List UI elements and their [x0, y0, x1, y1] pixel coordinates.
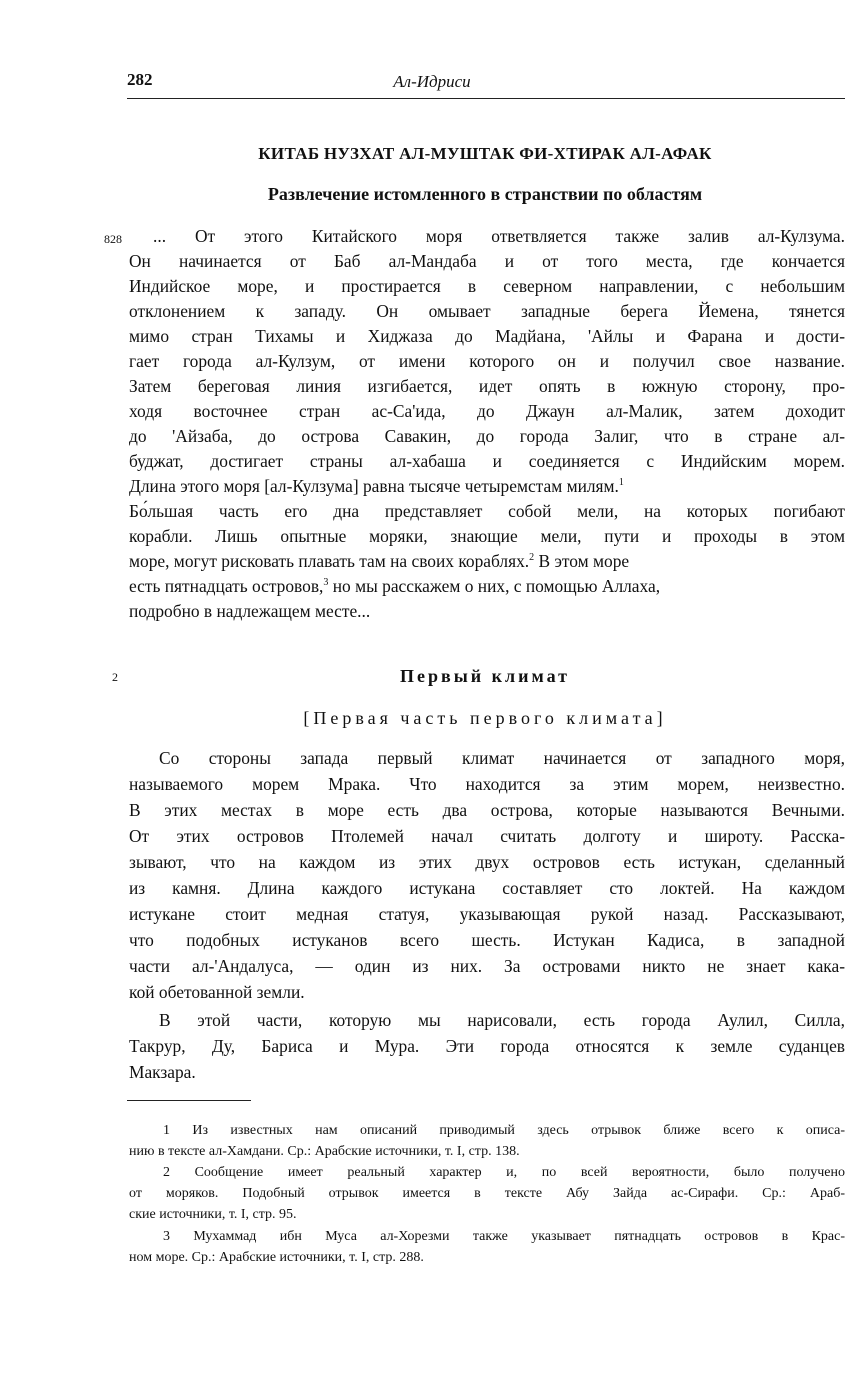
- margin-number: 2: [112, 670, 118, 684]
- text-line: до 'Айзаба, до острова Савакин, до города Залиг, что в стране ал-: [129, 426, 845, 446]
- text-line: Затем береговая линия изгибается, идет опять в южную сторону, про-: [129, 376, 845, 396]
- text-line: части ал-'Андалуса, — один из них. За островами никто не знает кака-: [129, 956, 845, 976]
- text-line: От этих островов Птолемей начал считать долготу и широту. Расска-: [129, 826, 845, 846]
- book-subtitle: Развлечение истомленного в странствии по областям: [267, 184, 703, 204]
- text-line: Со стороны запада первый климат начинается от западного моря,: [159, 748, 845, 768]
- text-line: Макзара.: [129, 1062, 196, 1082]
- footnote-line: от моряков. Подобный отрывок имеется в тексте Абу Зайда ас-Сирафи. Ср.: Араб-: [129, 1186, 845, 1201]
- text-line: кой обетованной земли.: [129, 982, 305, 1002]
- footnote-line: 2 Сообщение имеет реальный характер и, по всей вероятности, было получено: [163, 1165, 845, 1180]
- text-line: есть пятнадцать островов,$^3$ но мы расскажем о них, с помощью Аллаха,: [129, 576, 661, 596]
- text-line: из камня. Длина каждого истукана составляет сто локтей. На каждом: [129, 878, 845, 898]
- section-subtitle: [Первая часть первого климата]: [303, 708, 667, 728]
- text-line: Бо́льшая часть его дна представляет собой мели, на которых погибают: [129, 501, 845, 521]
- footnote-line: ном море. Ср.: Арабские источники, т. I, стр. 288.: [129, 1250, 424, 1265]
- text-line: что подобных истуканов всего шесть. Истукан Кадиса, в западной: [129, 930, 845, 950]
- footnote-line: 3 Мухаммад ибн Муса ал-Хорезми также указывает пятнадцать островов в Крас-: [163, 1229, 845, 1244]
- text-line: В этих местах в море есть два острова, которые называются Вечными.: [129, 800, 845, 820]
- footnote-ref: 1: [618, 477, 624, 489]
- book-title: КИТАБ НУЗХАТ АЛ-МУШТАК ФИ-ХТИРАК АЛ-АФАК: [258, 144, 712, 163]
- footnote-rule: [127, 1100, 251, 1101]
- text-line: В этой части, которую мы нарисовали, есть города Аулил, Силла,: [159, 1010, 845, 1030]
- footnote-ref: 2: [529, 552, 535, 564]
- text-line: истукане стоит медная статуя, указывающая рукой назад. Рассказывают,: [129, 904, 845, 924]
- text-line: море, могут рисковать плавать там на своих кораблях.$^2$ В этом море: [129, 551, 630, 571]
- text-line: Он начинается от Баб ал-Мандаба и от того места, где кончается: [129, 251, 845, 271]
- text-line: мимо стран Тихамы и Хиджаза до Мадйана, 'Айлы и Фарана и дости-: [129, 326, 845, 346]
- text-line: подробно в надлежащем месте...: [129, 601, 371, 621]
- page-number: 282: [127, 70, 153, 89]
- text-line: ходя восточнее стран ас-Са'ида, до Джаун ал-Малик, затем доходит: [129, 401, 845, 421]
- footnote-line: ские источники, т. I, стр. 95.: [129, 1207, 297, 1222]
- footnote-line: 1 Из известных нам описаний приводимый здесь отрывок ближе всего к описа-: [163, 1123, 845, 1138]
- section-title: Первый климат: [399, 666, 570, 686]
- text-line: буджат, достигает страны ал-хабаша и соединяется с Индийским морем.: [129, 451, 845, 471]
- footnote-line: нию в тексте ал-Хамдани. Ср.: Арабские источники, т. I, стр. 138.: [129, 1144, 520, 1159]
- text-line: Индийское море, и простирается в северном направлении, с небольшим: [129, 276, 845, 296]
- text-line: отклонением к западу. Он омывает западные берега Йемена, тянется: [129, 301, 845, 321]
- margin-number: 828: [104, 232, 122, 246]
- footnote-ref: 3: [323, 577, 329, 589]
- text-line: гает города ал-Кулзум, от имени которого он и получил свое название.: [129, 351, 845, 371]
- running-title: Ал-Идриси: [393, 72, 471, 91]
- text-line: ... От этого Китайского моря ответвляется также залив ал-Кулзума.: [153, 226, 845, 246]
- text-line: корабли. Лишь опытные моряки, знающие мели, пути и проходы в этом: [129, 526, 845, 546]
- text-line: Длина этого моря [ал-Кулзума] равна тысяче четыремстам милям.$^1$: [129, 476, 624, 496]
- header-rule: [127, 98, 845, 99]
- text-line: зывают, что на каждом из этих двух островов есть истукан, сделанный: [129, 852, 845, 872]
- text-line: Такрур, Ду, Бариса и Мура. Эти города относятся к земле суданцев: [129, 1036, 845, 1056]
- text-line: называемого морем Мрака. Что находится за этим морем, неизвестно.: [129, 774, 845, 794]
